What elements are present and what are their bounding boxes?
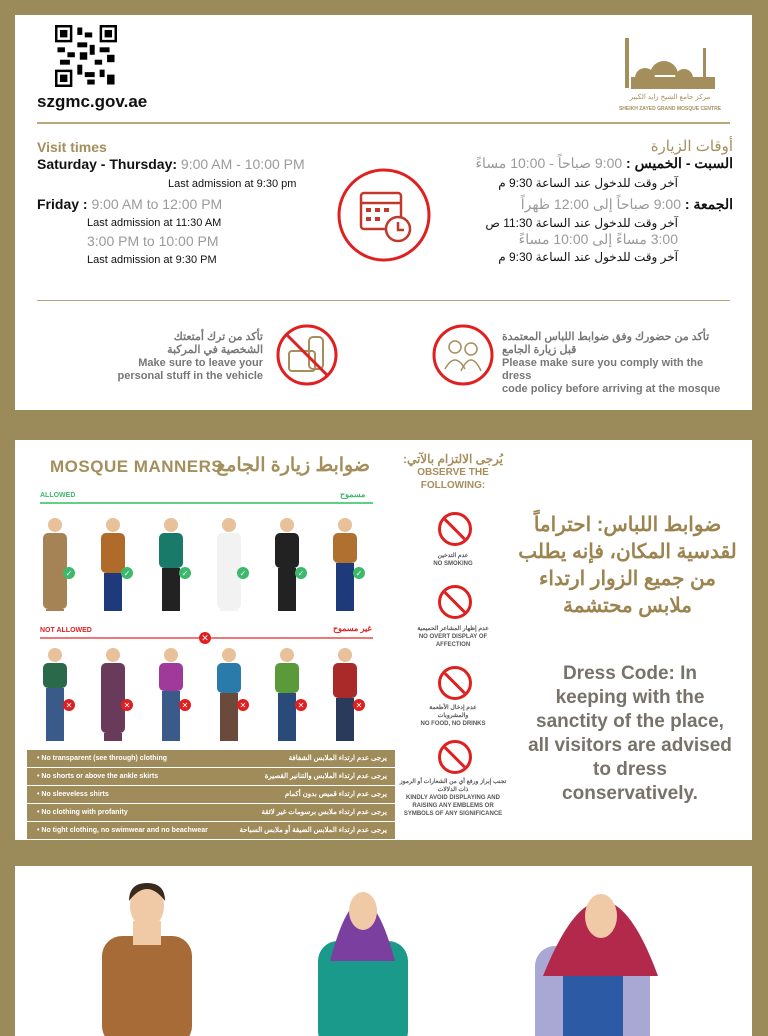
- logo-text-ar: مركز جامع الشيخ زايد الكبير: [629, 94, 711, 101]
- observe-ar: عدم التدخين: [437, 553, 469, 559]
- fri-last-2-ar: آخر وقت للدخول عند الساعة 9:30 م: [498, 250, 678, 264]
- dress-en-2: code policy before arriving at the mosque: [502, 383, 721, 395]
- fri-hours-1: 9:00 AM to 12:00 PM: [91, 196, 223, 212]
- website-url[interactable]: szgmc.gov.ae: [37, 92, 148, 111]
- allowed-label-ar: مسموح: [340, 490, 366, 499]
- observe-en: KINDLY AVOID DISPLAYING AND RAISING ANY EMBLEMS OR SYMBOLS OF ANY SIGNIFICANCE: [403, 795, 503, 817]
- belongings-notice: [115, 331, 263, 383]
- sat-thu-hours-ar: 9:00 صباحاً - 10:00 مساءً: [475, 155, 623, 171]
- visit-times-ar: [455, 137, 733, 264]
- fri-last-2: Last admission at 9:30 PM: [87, 254, 217, 266]
- svg-text:✓: ✓: [181, 569, 189, 578]
- no-luggage-icon: [275, 323, 339, 387]
- rule-row: • No transparent (see through) clothing يرجى عدم ارتداء الملابس الشفافة: [27, 750, 395, 767]
- observe-title-en: OBSERVE THE FOLLOWING:: [417, 467, 489, 491]
- observe-title-ar: يُرجى الالتزام بالآتي:: [402, 452, 504, 466]
- dress-notice: [502, 331, 732, 396]
- svg-text:✓: ✓: [123, 569, 131, 578]
- observe-en: NO FOOD, NO DRINKS: [420, 721, 486, 727]
- observe-item: [398, 552, 508, 568]
- rule-row: • No clothing with profanity يرجى عدم ارتداء ملابس برسومات غير لائقة: [27, 804, 395, 821]
- rule-en: No sleeveless shirts: [41, 790, 109, 798]
- person-figure: [275, 518, 307, 611]
- svg-text:✕: ✕: [297, 701, 305, 710]
- sat-thu-label: Saturday - Thursday:: [37, 156, 178, 172]
- svg-text:✓: ✓: [355, 569, 363, 578]
- fri-label: Friday :: [37, 196, 88, 212]
- rule-ar: يرجى عدم ارتداء قميص بدون أكمام: [284, 790, 387, 798]
- svg-text:✕: ✕: [239, 701, 247, 710]
- mosque-manners-card: [15, 440, 752, 840]
- manners-title-en: MOSQUE MANNERS: [50, 457, 224, 476]
- person-figure: [333, 648, 365, 741]
- visit-times-en: [37, 139, 327, 266]
- person-figure: [43, 648, 75, 741]
- rule-row: • No shorts or above the ankle skirts يرجى عدم ارتداء الملابس والتنانير القصيرة: [27, 768, 395, 785]
- fri-last-1-ar: آخر وقت للدخول عند الساعة 11:30 ص: [485, 216, 678, 230]
- rule-row: • No sleeveless shirts يرجى عدم ارتداء قميص بدون أكمام: [27, 786, 395, 803]
- observe-item: [398, 778, 508, 818]
- observe-en: NO SMOKING: [433, 561, 473, 567]
- fri-last-1: Last admission at 11:30 AM: [87, 217, 222, 229]
- observe-ar: عدم إدخال الأطعمة والمشروبات: [429, 705, 477, 719]
- no-smoking-icon: [438, 512, 472, 546]
- allowed-figures: [35, 515, 385, 615]
- dress-code-people-icon: [431, 323, 495, 387]
- allowed-line: [40, 502, 373, 504]
- person-figure: [217, 518, 249, 611]
- svg-text:✕: ✕: [65, 701, 73, 710]
- no-emblems-icon: [438, 740, 472, 774]
- rule-en: No shorts or above the ankle skirts: [41, 772, 159, 780]
- fri-hours-2-ar: 3:00 مساءً إلى 10:00 مساءً: [518, 231, 678, 247]
- svg-text:✓: ✓: [239, 569, 247, 578]
- dress-ar-1: تأكد من حضورك وفق ضوابط اللباس المعتمدة: [502, 331, 710, 343]
- dress-code-ar: ضوابط اللباس: احتراماً لقدسية المكان، فإنه يطلب من جميع الزوار ارتداء ملابس محتشمة: [518, 514, 737, 617]
- not-allowed-label: NOT ALLOWED: [40, 627, 92, 634]
- mosque-logo: [605, 33, 735, 113]
- no-food-icon: [438, 666, 472, 700]
- qr-code-icon[interactable]: [55, 25, 117, 87]
- dress-illustrations-card: [15, 866, 752, 1036]
- logo-text-en: SHEIKH ZAYED GRAND MOSQUE CENTRE: [618, 106, 722, 112]
- observe-header: [398, 452, 508, 492]
- sat-thu-hours: 9:00 AM - 10:00 PM: [180, 156, 305, 172]
- sat-thu-last-ar: آخر وقت للدخول عند الساعة 9:30 م: [498, 176, 678, 190]
- observe-ar: عدم إظهار المشاعر الحميمية: [417, 626, 489, 632]
- not-allowed-figures: [35, 645, 385, 745]
- svg-text:✕: ✕: [181, 701, 189, 710]
- person-figure: [217, 648, 249, 741]
- svg-text:✓: ✓: [297, 569, 305, 578]
- person-figure: [101, 518, 133, 611]
- observe-item: [398, 704, 508, 728]
- woman-purple-hijab-figure: [318, 892, 408, 1036]
- dress-code-en: Dress Code: In keeping with the sanctity of the place, all visitors are advised to dress conservatively.: [528, 663, 732, 804]
- sat-thu-last: Last admission at 9:30 pm: [168, 178, 297, 190]
- rule-ar: يرجى عدم ارتداء ملابس برسومات غير لائقة: [261, 808, 387, 816]
- visit-times-title: Visit times: [37, 139, 107, 155]
- divider: [37, 122, 730, 124]
- visit-times-title-ar: أوقات الزيارة: [650, 138, 733, 155]
- person-figure: [101, 648, 133, 741]
- fri-hours-1-ar: 9:00 صباحاً إلى 12:00 ظهراً: [520, 196, 681, 212]
- woman-red-hijab-figure: [535, 894, 658, 1036]
- rule-ar: يرجى عدم ارتداء الملابس الضيقة أو ملابس السباحة: [239, 826, 387, 834]
- person-figure: [159, 648, 191, 741]
- svg-text:✕: ✕: [355, 701, 363, 710]
- x-icon: ✕: [199, 632, 211, 644]
- rule-en: No clothing with profanity: [41, 808, 128, 816]
- observe-item: [398, 625, 508, 649]
- rule-en: No tight clothing, no swimwear and no beachwear: [41, 826, 208, 834]
- allowed-label: ALLOWED: [40, 492, 76, 499]
- visit-times-card: [15, 15, 752, 410]
- sat-thu-label-ar: السبت - الخميس :: [626, 155, 733, 171]
- belongings-en-1: Make sure to leave your: [138, 357, 263, 369]
- fri-label-ar: الجمعة :: [684, 196, 733, 212]
- calendar-clock-icon: [336, 167, 432, 263]
- belongings-ar-1: تأكد من ترك أمتعتك: [173, 331, 263, 343]
- dress-ar-2: قبل زيارة الجامع: [502, 344, 577, 356]
- person-figure: [43, 518, 75, 611]
- person-figure: [333, 518, 365, 611]
- rule-ar: يرجى عدم ارتداء الملابس الشفافة: [288, 754, 387, 762]
- svg-text:✓: ✓: [65, 569, 73, 578]
- svg-text:✕: ✕: [123, 701, 131, 710]
- belongings-en-2: personal stuff in the vehicle: [117, 370, 263, 382]
- observe-ar: تجنب إبراز ورفع أي من الشعارات أو الرموز ذات الدلالات: [399, 779, 507, 793]
- no-affection-icon: [438, 585, 472, 619]
- divider: [37, 300, 730, 301]
- person-figure: [275, 648, 307, 741]
- manners-title-ar: ضوابط زيارة الجامع: [216, 455, 370, 476]
- dress-en-1: Please make sure you comply with the dress: [502, 357, 704, 382]
- belongings-ar-2: الشخصية في المركبة: [167, 344, 263, 356]
- man-figure: [102, 883, 192, 1036]
- person-figure: [159, 518, 191, 611]
- observe-en: NO OVERT DISPLAY OF AFFECTION: [418, 634, 488, 648]
- rule-ar: يرجى عدم ارتداء الملابس والتنانير القصيرة: [264, 772, 387, 780]
- fri-hours-2: 3:00 PM to 10:00 PM: [87, 233, 219, 249]
- rule-row: • No tight clothing, no swimwear and no beachwear يرجى عدم ارتداء الملابس الضيقة أو ملابس السباحة: [27, 822, 395, 839]
- rule-en: No transparent (see through) clothing: [41, 754, 168, 762]
- not-allowed-label-ar: غير مسموح: [333, 624, 372, 633]
- dress-figures: [15, 866, 752, 1036]
